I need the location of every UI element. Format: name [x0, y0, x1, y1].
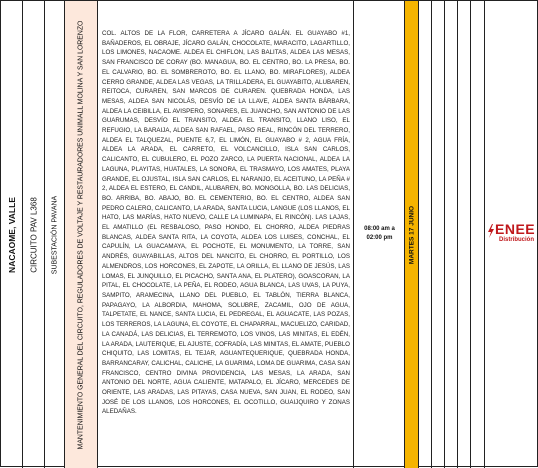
empty-day-cell [445, 1, 458, 468]
activity-description: MANTENIMIENTO GENERAL DEL CIRCUITO, REGULADORES DE VOLTAJE Y RESTAURADORES UNIMALL MOLINA Y SAN LORENZO [77, 20, 85, 449]
enee-bolt-icon [487, 224, 495, 238]
circuit-cell [23, 1, 45, 468]
empty-day-cell [471, 1, 485, 468]
locations-cell [98, 1, 354, 468]
empty-day-cell [458, 1, 471, 468]
empty-day-cell [419, 1, 432, 468]
empty-day-cell [432, 1, 445, 468]
circuit-label: CIRCUITO PAV L368 [29, 196, 38, 273]
schedule-time: 08:00 am a 02:00 pm [364, 226, 395, 241]
department-cell [1, 1, 23, 468]
schedule-cell [354, 1, 405, 468]
activity-cell [65, 1, 98, 468]
date-cell [405, 1, 419, 468]
logo-word: ENEE [495, 221, 536, 237]
affected-locations: COL. ALTOS DE LA FLOR, CARRETERA A JÍCARO GALÁN. EL GUAYABO #1, BAÑADEROS, EL OBRAJE, JÍCARO GALÁN, CHOCOLATE, MARACITO, LAGARTILLO, LOS LIMONES, NACAOME. ALDEA EL CHIFLON, LAS BALITAS, ALDEA LAS MESAS, SAN FRANCISCO DE CORAY (BO. MANAGUA, BO. EL CENTRO, BO. LA PRESA, BO. EL CALVARIO, BO. EL SOMBREROTO, BO. EL LLANO, BO. MIRAFLORES), ALDEA CERRO GRANDE, ALDEA LAS VEGAS, LA TRILLADERA, EL GUAYABITO, ALUBAREN, REITOCA, CURAREN, SAN MARCOS DE CURAREN. QUEBRADA HONDA, LAS MESAS, ALDEA SAN NICOLÁS, DESVÍO DE LA LLAVE, ALDEA SANTA BÁRBARA, ALDEA LA CEIBILLA, EL AVISPERO, SONARES, EL JUANCHO, SAN ANTONIO DE LAS GUARUMAS, DESVÍO EL TRANSITO, ALDEA EL TRANSITO, LLANO LISO, EL REFUGIO, LA BARAIJA, ALDEA SAN RAFAEL, PASO REAL, RINCÓN DEL TERRERO, ALDEA EL TALQUEZAL, PUENTE 6,7, EL LIMÓN, EL GUAYABO # 2, AGUA FRÍA, ALDEA LA ARADA, EL CARRETO, EL VOLCANCILLO, ISLA SAN CARLOS, CALICANTO, EL CUBULERO, EL POZO ZARCO, LA PUERTA NACIONAL, ALDEA LA LAGUNA, PLAYITAS, HUATALES, LA SONORA, EL TRASMAYO, LOS AMATES, PLAYA GRANDE, EL OJUSTAL, ISLA SAN CARLOS, EL NARANJO, EL ACEITUNO, LA PEÑA # 2, ALDEA EL ESTERO, EL CANDIL, ALUBAREN, BO. MONGOLLA, BO. LAS DELICIAS, BO. ARRIBA, BO. ABAJO, BO. EL CEMENTERIO, BO. EL CENTRO, ALDEA SAN PEDRO CALERO, CALICANTO, LA ARADA, SANTA LUCIA, LANGUE (LOS LLANOS, EL HATO, LAS MARÍAS, HATO NUEVO, CALLE LA LUMINAPA, EL RINCÓN). LAS LAJAS, EL AMATILLO (EL RESBALOSO, PASO HONDO, EL CHORRO, ALDEA PIEDRAS BLANCAS, ALDEA SANTA RITA, LA COYOTA, ALDEA LOS LUISES, CONCHAL, EL CAPULÍN, LA GUACAMAYA, EL POCHOTE, EL MONUMENTO, LA TORRE, SAN ANDRÉS, GUAYABILLAS, ALTOS DEL NANCITO, EL CHORRO, EL PORTILLO, LOS ALMENDROS, LOS HORCONES, EL ZAPOTE, LA ORILLA, EL LLANO DE JESÚS, LAS LOMAS, EL JUNQUILLO, EL PICACHO, SANTA ANA, EL PLATERO), GOASCORAN, LA PITAL, EL CHOCOLATE, LA PEÑA, EL RODEO, AGUA BLANCA, LAS UVAS, LA PUYA, SAMPITO, ARAMECINA, LLANO DEL PUEBLO, EL TABLÓN, TIERRA BLANCA, PAPAGAYO, LA ALBORDIA, MAHOMA, SOLUBRE, ZACAMIL, OJO DE AGUA, TALPETATE, EL NANCE, SANTA LUCIA, EL PEDREGAL, EL AGUACATE, LAS POZAS, LOS TERREROS, LA LAGUNA, EL COYOTE, EL CHAPARRAL, MACUELIZO, CARIDAD, LA CANADÁ, LAS DELICIAS, EL TERREMOTO, LOS VINOS, LAS MINITAS, EL EDÉN, LA ARADA, LAUTERIQUE, EL AJUSTE, COFRADÍA, LAS MINITAS, EL AMATE, PUEBLO CHIQUITO, LAS LOMITAS, EL TEJAR, AGUANTEQUERIQUE, QUEBRADA HONDA, BARRANCARAY, CALICHAL, CALICHE, LA GUARIMA, LOMA DE GUARIMA, CASA SAN FRANCISCO, CENTRO DIVINA PROVIDENCIA, LAS MESAS, LA ARADA, SAN ANTONIO DEL NORTE, AGUA CALIENTE, MATAPALO, EL JÍCARO, MERCEDES DE ORIENTE, LAS ARADAS, LAS PITAYAS, CASA NUEVA, SAN JUAN, EL RODEO, SAN JOSÉ DE LOS LLANOS, LOS HORCONES, EL OCOTILLO, GUAIJQUIRO Y ZONAS ALEDAÑAS. [102, 30, 350, 416]
outage-date: MARTES 17 JUNIO [408, 205, 415, 264]
logo-subtitle: Distribución [499, 237, 535, 243]
substation-label: SUBESTACIÓN PAVANA [51, 195, 58, 274]
enee-logo [487, 223, 537, 245]
substation-cell [45, 1, 65, 468]
department-municipality: NACAOME, VALLE [6, 196, 17, 273]
